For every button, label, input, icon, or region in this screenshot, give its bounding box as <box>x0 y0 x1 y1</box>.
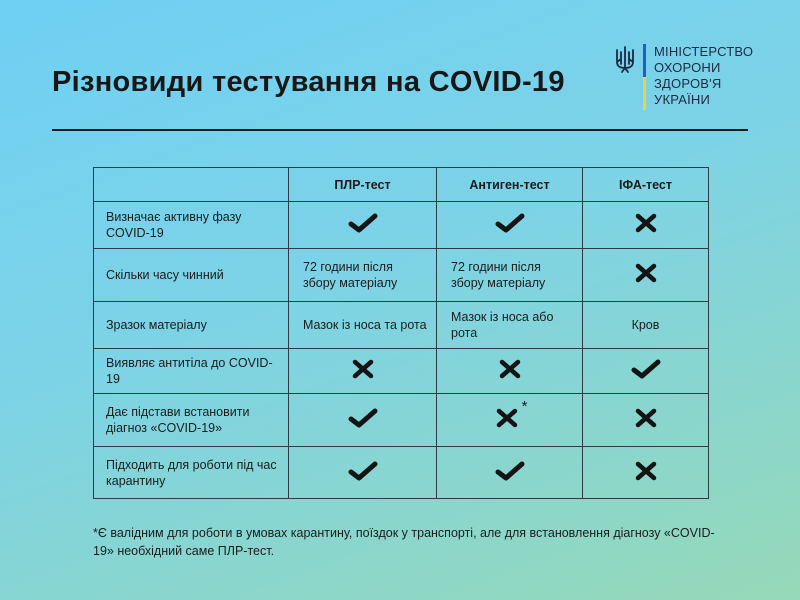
table-cell-text: Мазок із носа та рота <box>289 302 437 349</box>
table-cell <box>583 349 709 394</box>
cross-icon <box>633 461 659 485</box>
table-cell <box>289 394 437 447</box>
table-cell <box>289 202 437 249</box>
page-title: Різновиди тестування на COVID-19 <box>52 66 565 98</box>
header-elisa: ІФА-тест <box>583 168 709 202</box>
cross-icon <box>633 263 659 287</box>
cross-icon <box>633 213 659 237</box>
table-row <box>94 394 709 447</box>
row-label: Виявляє антитіла до COVID-19 <box>94 349 289 394</box>
footnote: *Є валідним для роботи в умовах карантину, поїздок у транспорті, але для встановлення діагнозу «COVID-19» необхідний саме ПЛР-тест. <box>93 526 715 558</box>
table-cell <box>289 349 437 394</box>
check-icon <box>495 213 525 237</box>
row-label: Зразок матеріалу <box>94 302 289 349</box>
table-header-row <box>94 168 709 202</box>
table-cell <box>583 394 709 447</box>
table-cell-text: 72 години після збору матеріалу <box>437 249 583 302</box>
cross-icon <box>350 359 376 383</box>
table-cell <box>437 349 583 394</box>
table-row <box>94 302 709 349</box>
table-cell <box>583 249 709 302</box>
cross-icon <box>494 408 520 432</box>
check-icon <box>631 359 661 383</box>
table-row <box>94 249 709 302</box>
cross-icon <box>497 359 523 383</box>
table-row <box>94 349 709 394</box>
table-row <box>94 202 709 249</box>
table-cell <box>583 447 709 499</box>
header-pcr: ПЛР-тест <box>289 168 437 202</box>
table-cell <box>583 202 709 249</box>
table-row <box>94 447 709 499</box>
cross-icon <box>633 408 659 432</box>
table-cell-text: 72 години після збору матеріалу <box>289 249 437 302</box>
table-cell <box>289 447 437 499</box>
testing-comparison-table <box>93 167 709 499</box>
check-icon <box>348 408 378 432</box>
check-icon <box>348 461 378 485</box>
row-label: Дає підстави встановити діагноз «COVID-19» <box>94 394 289 447</box>
title-divider <box>52 129 748 131</box>
check-icon <box>348 213 378 237</box>
check-icon <box>495 461 525 485</box>
trident-emblem-icon <box>614 46 636 74</box>
logo-color-bar <box>643 44 646 110</box>
header-antigen: Антиген-тест <box>437 168 583 202</box>
footnote-marker: * <box>521 398 528 416</box>
row-label: Підходить для роботи під час карантину <box>94 447 289 499</box>
header-empty <box>94 168 289 202</box>
row-label: Визначає активну фазу COVID-19 <box>94 202 289 249</box>
table-cell <box>437 394 583 447</box>
table-cell <box>437 447 583 499</box>
ministry-name: МІНІСТЕРСТВО ОХОРОНИ ЗДОРОВ'Я УКРАЇНИ <box>654 44 754 107</box>
table-cell-text: Мазок із носа або рота <box>437 302 583 349</box>
row-label: Скільки часу чинний <box>94 249 289 302</box>
table-cell-text: Кров <box>583 302 709 349</box>
table-cell <box>437 202 583 249</box>
